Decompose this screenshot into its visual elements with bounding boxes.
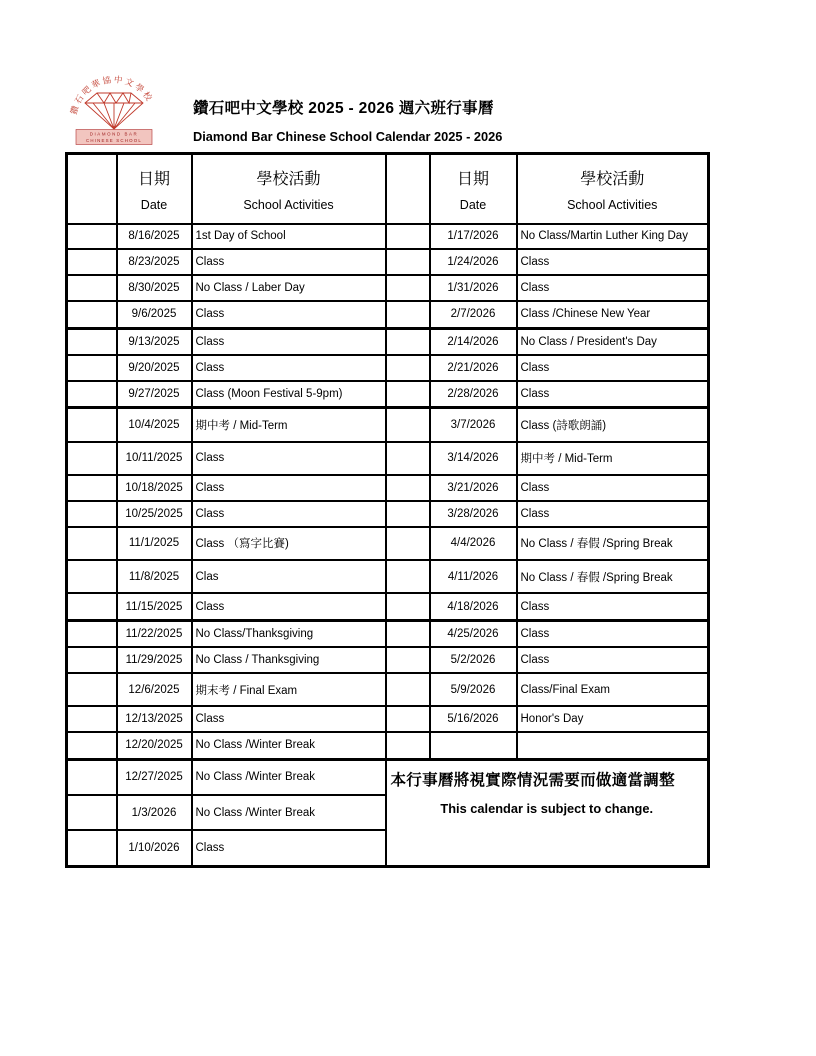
row-marker-cell: [67, 224, 117, 250]
activity-cell: Honor's Day: [517, 706, 709, 732]
header-activities-zh: 學校活動: [256, 170, 321, 188]
activity-cell: Class: [517, 620, 709, 647]
table-row: [67, 275, 709, 301]
table-row: [67, 381, 709, 408]
date-cell: 4/11/2026: [430, 560, 517, 593]
date-cell: 5/16/2026: [430, 706, 517, 732]
row-marker-cell: [386, 355, 430, 381]
date-cell: 11/1/2025: [117, 527, 192, 560]
activity-cell: 1st Day of School: [192, 224, 386, 250]
table-row: [67, 355, 709, 381]
school-logo: [63, 73, 166, 146]
date-cell: 2/28/2026: [430, 381, 517, 408]
header-activities-right: [517, 154, 709, 224]
date-cell: 11/8/2025: [117, 560, 192, 593]
date-cell: 10/11/2025: [117, 442, 192, 475]
date-cell: 4/18/2026: [430, 593, 517, 620]
row-marker-cell: [67, 830, 117, 866]
table-row: [67, 620, 709, 647]
logo-arc-text-holder: [68, 74, 155, 115]
logo-banner-line2: CHINESE SCHOOL: [85, 138, 143, 143]
row-marker-cell: [67, 328, 117, 355]
date-cell: 1/31/2026: [430, 275, 517, 301]
table-row: [67, 732, 709, 759]
header-activities-left: [192, 154, 386, 224]
date-cell: 9/27/2025: [117, 381, 192, 408]
date-cell: 5/2/2026: [430, 647, 517, 673]
activity-cell: 期中考 / Mid-Term: [192, 408, 386, 442]
row-marker-cell: [386, 442, 430, 475]
activity-cell: Class: [192, 830, 386, 866]
date-cell: 1/10/2026: [117, 830, 192, 866]
activity-cell: Class （寫字比賽): [192, 527, 386, 560]
row-marker-cell: [386, 501, 430, 527]
table-row: [67, 442, 709, 475]
row-marker-cell: [386, 275, 430, 301]
row-marker-cell: [386, 706, 430, 732]
date-cell: 9/13/2025: [117, 328, 192, 355]
date-cell: 9/6/2025: [117, 301, 192, 328]
row-marker-cell: [67, 501, 117, 527]
row-marker-cell: [386, 593, 430, 620]
row-marker-cell: [386, 475, 430, 501]
row-marker-cell: [67, 795, 117, 830]
activity-cell: Class: [192, 501, 386, 527]
header-date-en: Date: [140, 197, 168, 212]
activity-cell: Class (詩歌朗誦): [517, 408, 709, 442]
activity-cell: Class: [517, 355, 709, 381]
row-marker-cell: [386, 527, 430, 560]
header-spacer-right: [386, 154, 430, 224]
row-marker-cell: [67, 673, 117, 706]
date-cell: 10/18/2025: [117, 475, 192, 501]
activity-cell: 期末考 / Final Exam: [192, 673, 386, 706]
row-marker-cell: [67, 381, 117, 408]
note-text-zh: 本行事曆將視實際情況需要而做適當調整: [390, 771, 675, 789]
date-cell: 10/4/2025: [117, 408, 192, 442]
header-spacer-left: [67, 154, 117, 224]
date-cell: 11/22/2025: [117, 620, 192, 647]
date-cell: 12/20/2025: [117, 732, 192, 759]
date-cell: 3/7/2026: [430, 408, 517, 442]
activity-cell: No Class / Thanksgiving: [192, 647, 386, 673]
date-cell: 11/29/2025: [117, 647, 192, 673]
header-date-zh: 日期: [137, 170, 170, 188]
activity-cell: Class: [517, 249, 709, 275]
date-cell: 10/25/2025: [117, 501, 192, 527]
calendar-table-wrap: [65, 152, 710, 868]
row-marker-cell: [67, 355, 117, 381]
note-text-en: This calendar is subject to change.: [440, 800, 654, 816]
activity-cell: 期中考 / Mid-Term: [517, 442, 709, 475]
row-marker-cell: [67, 560, 117, 593]
calendar-table: [65, 152, 710, 868]
date-cell: 5/9/2026: [430, 673, 517, 706]
logo-banner-line1: DIAMOND BAR: [89, 131, 139, 137]
row-marker-cell: [386, 732, 430, 759]
date-cell: 8/23/2025: [117, 249, 192, 275]
activity-cell: Class: [192, 301, 386, 328]
page-title: 鑽石吧中文學校 2025 - 2026 週六班行事曆: [193, 100, 494, 117]
row-marker-cell: [386, 328, 430, 355]
header-activities-zh: 學校活動: [580, 170, 645, 188]
row-marker-cell: [67, 275, 117, 301]
activity-cell: Clas: [192, 560, 386, 593]
diamond-icon: [85, 93, 143, 129]
activity-cell: No Class/Thanksgiving: [192, 620, 386, 647]
table-row: [67, 759, 709, 795]
date-cell: 3/28/2026: [430, 501, 517, 527]
activity-cell: Class: [192, 475, 386, 501]
date-cell: [430, 732, 517, 759]
table-row: [67, 593, 709, 620]
activity-cell: No Class/Martin Luther King Day: [517, 224, 709, 250]
date-cell: 12/13/2025: [117, 706, 192, 732]
row-marker-cell: [67, 593, 117, 620]
activity-cell: No Class / Laber Day: [192, 275, 386, 301]
table-row: [67, 647, 709, 673]
activity-cell: Class: [192, 706, 386, 732]
row-marker-cell: [386, 673, 430, 706]
row-marker-cell: [67, 442, 117, 475]
table-row: [67, 673, 709, 706]
table-row: [67, 475, 709, 501]
page-subtitle: Diamond Bar Chinese School Calendar 2025 - 2026: [193, 129, 503, 144]
row-marker-cell: [67, 759, 117, 795]
row-marker-cell: [67, 732, 117, 759]
activity-cell: Class (Moon Festival 5-9pm): [192, 381, 386, 408]
date-cell: 12/6/2025: [117, 673, 192, 706]
header-date-left: [117, 154, 192, 224]
date-cell: 11/15/2025: [117, 593, 192, 620]
row-marker-cell: [386, 560, 430, 593]
row-marker-cell: [386, 249, 430, 275]
date-cell: 3/14/2026: [430, 442, 517, 475]
header-date-zh: 日期: [456, 170, 489, 188]
activity-cell: Class: [517, 501, 709, 527]
row-marker-cell: [67, 620, 117, 647]
activity-cell: Class: [517, 647, 709, 673]
activity-cell: No Class /Winter Break: [192, 795, 386, 830]
row-marker-cell: [386, 301, 430, 328]
date-cell: 1/24/2026: [430, 249, 517, 275]
activity-cell: No Class /Winter Break: [192, 759, 386, 795]
row-marker-cell: [67, 475, 117, 501]
row-marker-cell: [386, 224, 430, 250]
activity-cell: Class: [192, 328, 386, 355]
row-marker-cell: [386, 381, 430, 408]
calendar-table-body: [67, 224, 709, 867]
note-cell: [386, 759, 709, 867]
activity-cell: Class: [192, 442, 386, 475]
activity-cell: No Class /Winter Break: [192, 732, 386, 759]
date-cell: 12/27/2025: [117, 759, 192, 795]
date-cell: 1/17/2026: [430, 224, 517, 250]
date-cell: 8/16/2025: [117, 224, 192, 250]
activity-cell: Class: [517, 275, 709, 301]
row-marker-cell: [67, 706, 117, 732]
row-marker-cell: [386, 647, 430, 673]
activity-cell: Class: [192, 249, 386, 275]
table-row: [67, 328, 709, 355]
activity-cell: Class /Chinese New Year: [517, 301, 709, 328]
activity-cell: Class: [517, 475, 709, 501]
masthead: [193, 96, 713, 144]
row-marker-cell: [386, 620, 430, 647]
row-marker-cell: [67, 301, 117, 328]
table-row: [67, 408, 709, 442]
table-row: [67, 501, 709, 527]
activity-cell: [517, 732, 709, 759]
activity-cell: Class: [517, 593, 709, 620]
header-date-right: [430, 154, 517, 224]
activity-cell: Class/Final Exam: [517, 673, 709, 706]
header-date-en: Date: [459, 197, 487, 212]
row-marker-cell: [67, 249, 117, 275]
activity-cell: No Class / 春假 /Spring Break: [517, 560, 709, 593]
activity-cell: Class: [192, 355, 386, 381]
date-cell: 1/3/2026: [117, 795, 192, 830]
row-marker-cell: [67, 408, 117, 442]
table-row: [67, 301, 709, 328]
date-cell: 9/20/2025: [117, 355, 192, 381]
logo-arc-text: 鑽石吧華協中文學校: [68, 74, 156, 116]
row-marker-cell: [67, 647, 117, 673]
row-marker-cell: [386, 408, 430, 442]
date-cell: 3/21/2026: [430, 475, 517, 501]
table-row: [67, 560, 709, 593]
table-row: [67, 527, 709, 560]
date-cell: 8/30/2025: [117, 275, 192, 301]
date-cell: 4/25/2026: [430, 620, 517, 647]
activity-cell: No Class / President's Day: [517, 328, 709, 355]
table-row: [67, 224, 709, 250]
table-row: [67, 249, 709, 275]
date-cell: 2/7/2026: [430, 301, 517, 328]
date-cell: 2/14/2026: [430, 328, 517, 355]
table-header-row: [67, 154, 709, 224]
activity-cell: Class: [192, 593, 386, 620]
table-row: [67, 706, 709, 732]
date-cell: 2/21/2026: [430, 355, 517, 381]
row-marker-cell: [67, 527, 117, 560]
activity-cell: Class: [517, 381, 709, 408]
activity-cell: No Class / 春假 /Spring Break: [517, 527, 709, 560]
date-cell: 4/4/2026: [430, 527, 517, 560]
header-activities-en: School Activities: [567, 197, 658, 212]
header-activities-en: School Activities: [243, 197, 334, 212]
